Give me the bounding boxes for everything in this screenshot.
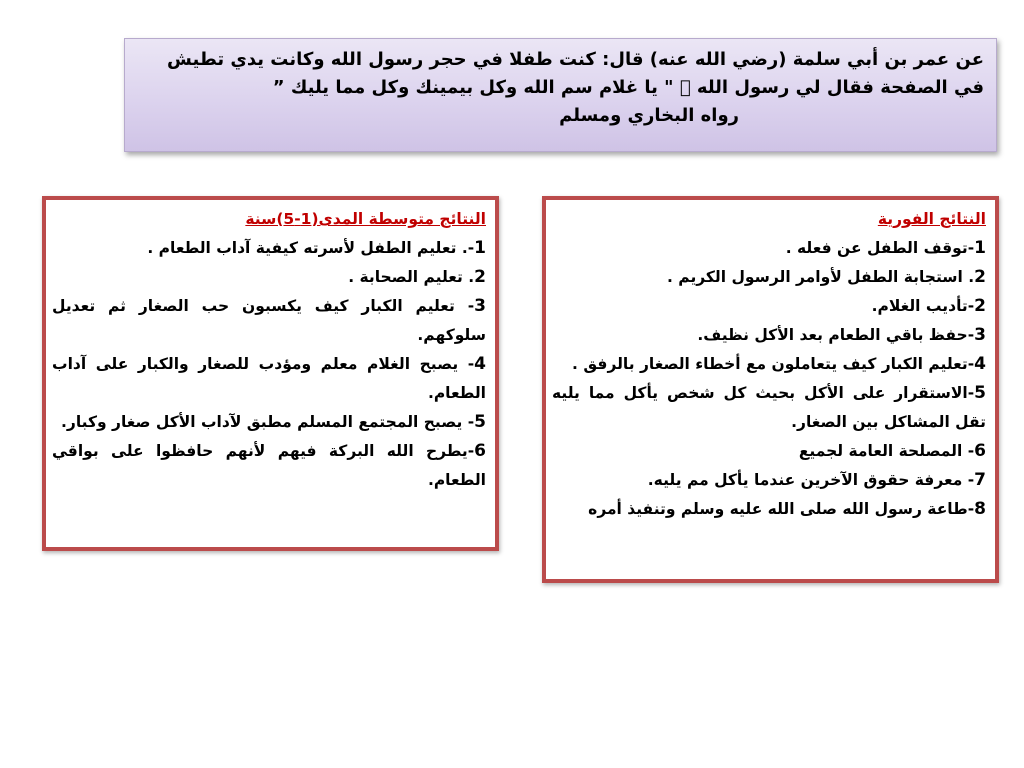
medium-term-results-card	[42, 196, 499, 551]
result-item: 2-تأديب الغلام.	[871, 296, 986, 316]
result-item: 2. تعليم الصحابة .	[348, 267, 486, 287]
hadith-line-1: عن عمر بن أبي سلمة (رضي الله عنه) قال: كنت طفلا في حجر رسول الله وكانت يدي تطيش	[167, 49, 984, 70]
immediate-results-title: النتائج الفورية	[877, 210, 986, 228]
hadith-source: رواه البخاري ومسلم	[559, 105, 739, 126]
result-item: 6- المصلحة العامة لجميع	[798, 441, 986, 461]
result-item: 6-يطرح الله البركة فيهم لأنهم حافظوا على بواقي الطعام.	[52, 441, 486, 489]
result-item: 3- تعليم الكبار كيف يكسبون حب الصغار ثم تعديل سلوكهم.	[52, 296, 486, 344]
result-item: 4-تعليم الكبار كيف يتعاملون مع أخطاء الصغار بالرفق .	[572, 354, 986, 374]
result-item: 5- يصبح المجتمع المسلم مطبق لآداب الأكل صغار وكبار.	[61, 412, 486, 432]
result-item: 5-الاستقرار على الأكل بحيث كل شخص يأكل مما يليه تقل المشاكل بين الصغار.	[552, 383, 986, 431]
result-item: 7- معرفة حقوق الآخرين عندما يأكل مم يليه.	[647, 470, 986, 490]
result-item: 2. استجابة الطفل لأوامر الرسول الكريم .	[667, 267, 986, 287]
result-item: 4- يصبح الغلام معلم ومؤدب للصغار والكبار على آداب الطعام.	[52, 354, 486, 402]
hadith-line-2: في الصفحة فقال لي رسول الله " يا غلام سم الله وكل بيمينك وكل مما يليك ”	[289, 77, 984, 98]
result-item: 1-توقف الطفل عن فعله .	[785, 238, 986, 258]
result-item: 1-. تعليم الطفل لأسرته كيفية آداب الطعام .	[147, 238, 486, 258]
result-item: 8-طاعة رسول الله صلى الله عليه وسلم وتنفيذ أمره	[588, 499, 986, 519]
medium-term-results-title: النتائج متوسطة المدى(1-5)سنة	[245, 210, 486, 228]
result-item: 3-حفظ باقي الطعام بعد الأكل نظيف.	[697, 325, 986, 345]
immediate-results-card	[542, 196, 999, 583]
hadith-box	[124, 38, 997, 152]
